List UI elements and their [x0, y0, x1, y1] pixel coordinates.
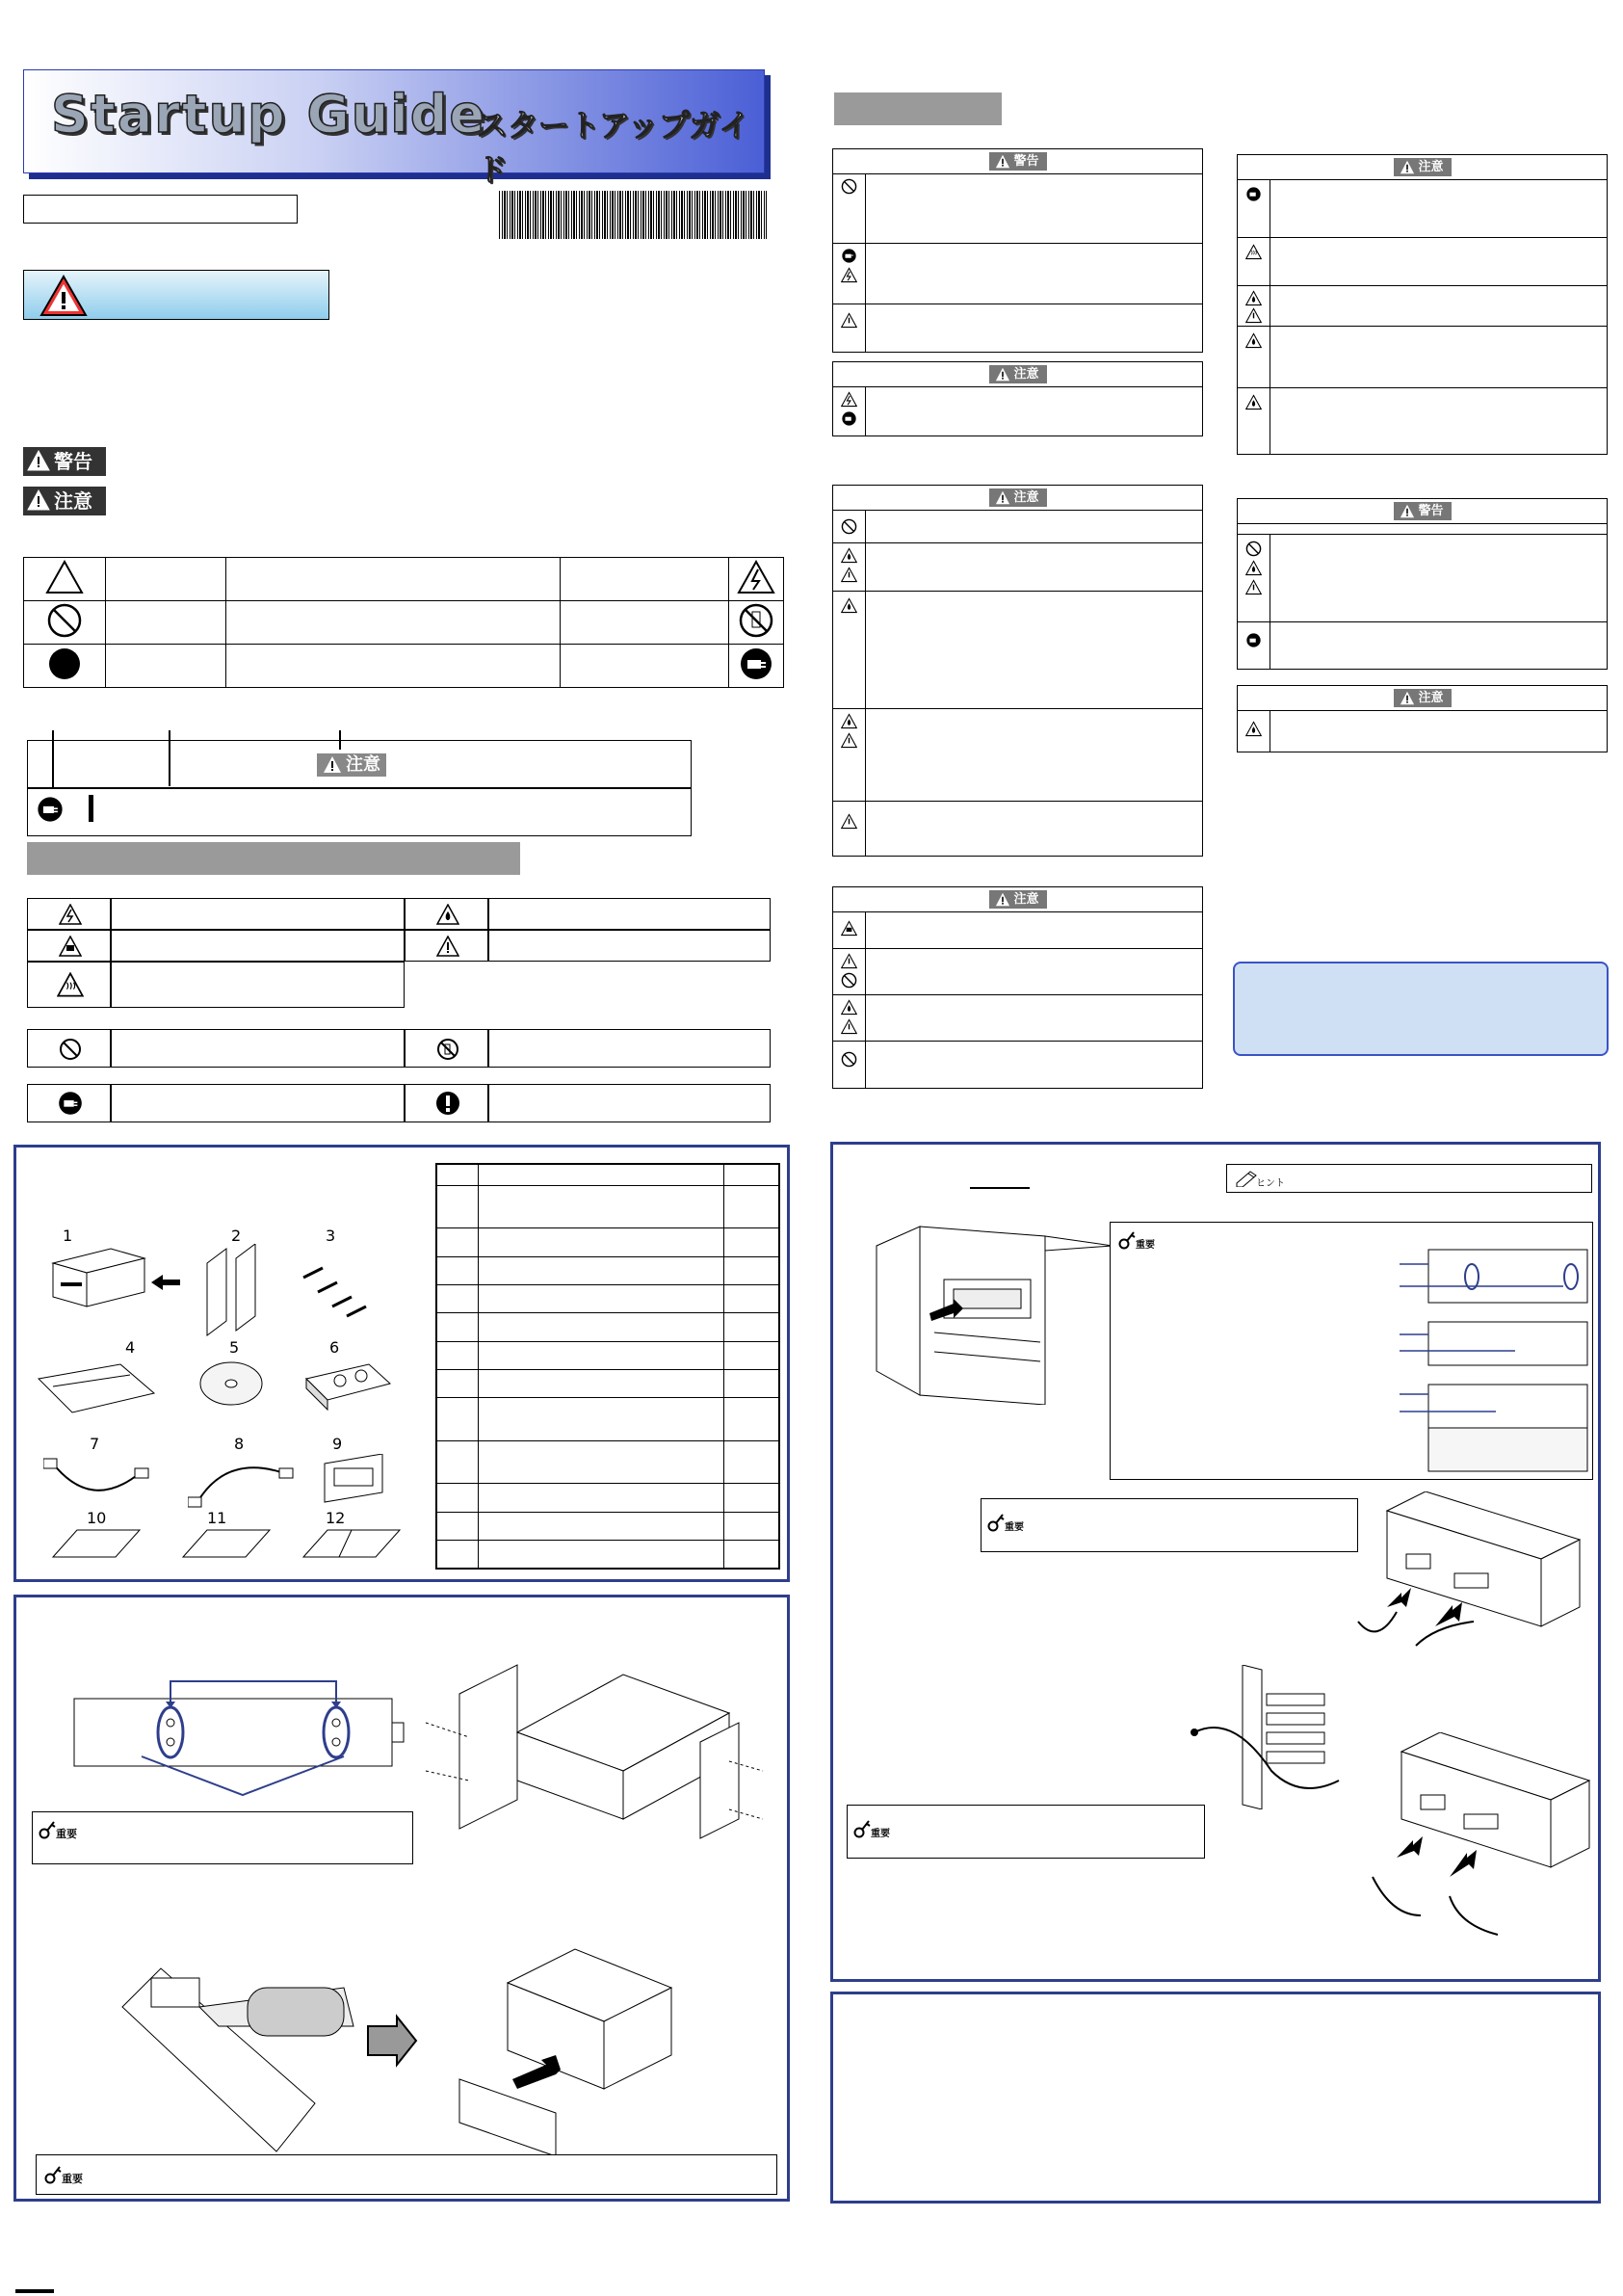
example-bar: [89, 795, 93, 822]
document-illustration: [48, 1528, 144, 1562]
parts-list-panel: [13, 1145, 790, 1582]
bracket-illustration: [315, 1454, 392, 1512]
prohibited-icon: [59, 1038, 82, 1061]
subtitle: スタートアップガイド: [477, 107, 750, 188]
pencil-hint-icon: [1235, 1170, 1258, 1187]
part-number-11: 11: [207, 1509, 227, 1527]
key-icon: [1118, 1230, 1136, 1250]
chuui-legend: [23, 487, 106, 515]
chuui-box-1: [832, 361, 1203, 436]
prohibited-icon: [841, 518, 857, 535]
server-bay-illustration: [862, 1217, 1113, 1405]
barcode: [499, 191, 767, 239]
key-icon: [44, 2165, 62, 2184]
unplug-icon: [738, 646, 774, 682]
chuui-box-2: [832, 485, 1203, 857]
juuyou-note-1: [32, 1811, 413, 1864]
attention-triangle-icon: [841, 312, 857, 329]
keikoku-box-1: [832, 148, 1203, 353]
key-icon: [853, 1819, 871, 1838]
part-number-9: 9: [332, 1435, 343, 1453]
caution-icon: [1399, 691, 1414, 705]
document-illustration-3: [299, 1528, 405, 1562]
symbol-box-hot: [27, 962, 405, 1008]
safety-banner: [23, 270, 329, 320]
finger-pinch-icon: [841, 920, 857, 937]
keikoku-legend-label: 警告: [54, 450, 92, 473]
key-icon: [39, 1820, 56, 1839]
unplug-icon: [841, 410, 857, 427]
chuui-box-3: [832, 886, 1203, 1089]
footer-mark: [15, 2289, 54, 2293]
juuyou-label-5: 重要: [871, 1829, 890, 1839]
cable-illustration-2: [188, 1454, 294, 1521]
attention-triangle-icon: [436, 936, 459, 957]
electric-shock-icon: [841, 391, 857, 408]
juuyou-note-2: [36, 2154, 777, 2195]
example-chuui-label: [317, 753, 386, 777]
juuyou-label-4: 重要: [1005, 1522, 1024, 1533]
hint-label: ヒント: [1256, 1178, 1285, 1189]
caution-icon: [1399, 160, 1414, 174]
juuyou-label-1: 重要: [56, 1828, 77, 1840]
symbol-box-mandatory: [405, 1084, 771, 1122]
front-bezel-illustration: [34, 1359, 159, 1417]
juuyou-note-5: [847, 1805, 1205, 1859]
chuui-box-5: [1237, 685, 1608, 752]
symbol-box-prohibited: [27, 1029, 405, 1068]
juuyou-note-4: [981, 1498, 1358, 1552]
caution-icon: [994, 892, 1009, 907]
parts-table: [435, 1163, 780, 1570]
next-step-arrow-icon: [363, 2012, 421, 2070]
part-number-5: 5: [229, 1338, 240, 1357]
keikoku-legend: [23, 447, 106, 476]
part-number-12: 12: [326, 1509, 346, 1527]
finger-pinch-icon: [59, 936, 82, 957]
product-code-box: [23, 195, 298, 224]
symbol-box-fire: [405, 898, 771, 930]
cable-connect-illustration: [1348, 1491, 1599, 1655]
screws-illustration: [294, 1254, 371, 1321]
part-number-2: 2: [231, 1227, 242, 1245]
symbol-box-no-disassembly: [405, 1029, 771, 1068]
juuyou-note-3: [1110, 1222, 1593, 1480]
chuui-header-5: 注意: [1418, 691, 1444, 705]
no-disassembly-icon: [738, 602, 774, 639]
prohibited-icon: [841, 1051, 857, 1068]
caution-icon: [27, 489, 50, 511]
fire-icon: [841, 597, 857, 614]
arrow-left-icon: [151, 1275, 180, 1290]
caution-icon: [323, 755, 342, 774]
rail-install-panel: [13, 1595, 790, 2202]
rail-attach-illustration: [411, 1655, 777, 1858]
rails-illustration: [197, 1244, 275, 1340]
electric-shock-icon: [737, 560, 775, 594]
attention-triangle-icon: [45, 560, 84, 594]
fire-icon: [841, 999, 857, 1016]
jumper-settings-illustration: [1400, 1240, 1592, 1476]
part-number-10: 10: [87, 1509, 107, 1527]
fire-icon: [1245, 721, 1262, 737]
chuui-legend-label: 注意: [54, 489, 92, 513]
warning-icon: [27, 450, 50, 471]
chuui-header-1: 注意: [1013, 367, 1039, 382]
part-number-1: 1: [63, 1227, 73, 1245]
fire-icon: [1245, 560, 1262, 576]
no-disassembly-icon: [436, 1038, 459, 1061]
keikoku-header-1: 警告: [1013, 154, 1039, 169]
info-box: [1233, 962, 1609, 1056]
title: Startup Guide: [51, 84, 487, 145]
symbol-box-finger: [27, 930, 405, 962]
fire-icon: [841, 713, 857, 729]
keikoku-box-2: [1237, 498, 1608, 670]
electric-shock-icon: [59, 904, 82, 925]
unplug-icon: [1245, 632, 1262, 648]
example-chuui-text: 注意: [346, 754, 380, 775]
attention-triangle-icon: [1245, 579, 1262, 595]
installation-panel: [830, 1142, 1601, 1982]
lower-pointer-lines: [122, 1752, 353, 1800]
fire-icon: [1245, 394, 1262, 410]
prohibited-icon: [46, 602, 83, 639]
symbol-box-general: [405, 930, 771, 962]
chuui-header-3: 注意: [1013, 892, 1039, 907]
hot-surface-icon: [1245, 244, 1262, 260]
attention-triangle-icon: [841, 732, 857, 749]
example-label-box: [27, 740, 692, 836]
symbol-box-unplug: [27, 1084, 405, 1122]
attention-triangle-icon: [841, 1018, 857, 1035]
fire-icon: [1245, 332, 1262, 349]
electric-shock-icon: [841, 267, 857, 283]
caution-icon: [994, 367, 1009, 382]
example-divider: [28, 787, 691, 789]
hint-box: [1226, 1164, 1592, 1193]
attention-triangle-icon: [841, 813, 857, 830]
key-icon: [987, 1513, 1005, 1532]
part-number-6: 6: [329, 1338, 340, 1357]
caution-icon: [994, 490, 1009, 505]
title-banner: [23, 69, 765, 188]
attention-triangle-icon: [841, 567, 857, 583]
part-number-8: 8: [234, 1435, 245, 1453]
unplug-icon: [36, 795, 65, 824]
chuui-box-4: [1237, 154, 1608, 455]
warning-triangle-icon: [39, 275, 88, 317]
fire-icon: [1245, 290, 1262, 306]
attention-triangle-icon: [1245, 307, 1262, 324]
prohibited-icon: [841, 178, 857, 195]
mandatory-icon: [46, 646, 83, 682]
prohibited-icon: [841, 972, 857, 989]
mandatory-exclamation-icon: [434, 1090, 461, 1117]
part-number-7: 7: [90, 1435, 100, 1453]
cd-rom-icon: [197, 1359, 265, 1408]
chuui-header-4: 注意: [1418, 160, 1444, 174]
unplug-icon: [1245, 186, 1262, 202]
juuyou-label-2: 重要: [62, 2173, 83, 2185]
bezel-removal-illustration: [103, 1949, 363, 2161]
parts-illustrations: [34, 1215, 409, 1562]
warning-icon: [994, 154, 1009, 169]
keikoku-header-2: 警告: [1418, 504, 1444, 518]
part-number-3: 3: [326, 1227, 336, 1245]
part-number-4: 4: [125, 1338, 136, 1357]
underline-mark: [970, 1187, 1030, 1189]
fire-icon: [436, 904, 459, 925]
final-panel: [830, 1992, 1601, 2204]
bezel-attach-illustration: [440, 1944, 691, 2166]
prohibited-icon: [1245, 541, 1262, 557]
chuui-header-2: 注意: [1013, 490, 1039, 505]
cable-illustration: [43, 1454, 149, 1512]
safety-section-bar: [834, 92, 1002, 125]
tape-cartridge-illustration: [301, 1359, 393, 1412]
attention-triangle-icon: [841, 953, 857, 969]
tape-drive-illustration: [43, 1244, 149, 1311]
symbol-meaning-table: [23, 557, 784, 688]
warning-icon: [1399, 504, 1414, 518]
cable-connect-illustration-2: [1363, 1732, 1599, 1944]
unplug-icon: [57, 1090, 84, 1117]
juuyou-label-3: 重要: [1136, 1240, 1155, 1251]
fire-icon: [841, 547, 857, 564]
symbols-section-bar: [27, 842, 520, 875]
hot-surface-icon: [57, 972, 84, 997]
server-cable-routing-illustration: [1175, 1665, 1368, 1809]
document-illustration-2: [178, 1528, 275, 1562]
symbol-box-shock: [27, 898, 405, 930]
unplug-icon: [841, 248, 857, 264]
